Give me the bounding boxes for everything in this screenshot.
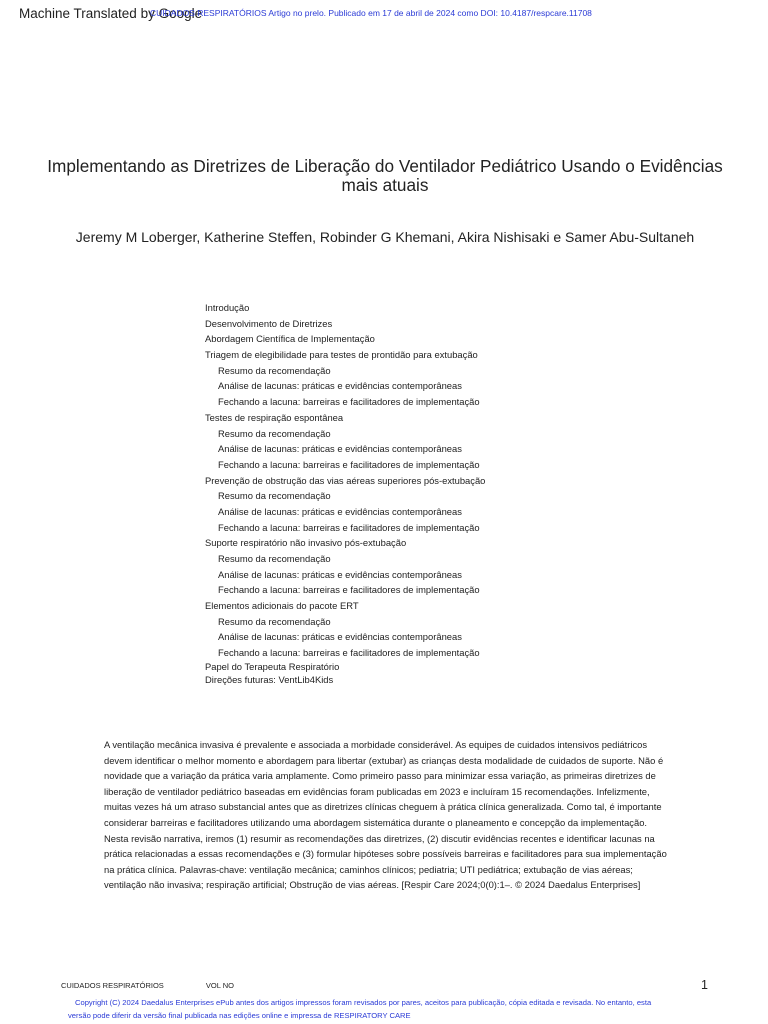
toc-section: Introdução xyxy=(205,302,250,313)
toc-subsection: Análise de lacunas: práticas e evidências contemporâneas xyxy=(218,631,462,643)
toc-section: Triagem de elegibilidade para testes de prontidão para extubação xyxy=(205,349,478,361)
article-title: Implementando as Diretrizes de Liberação do Ventilador Pediátrico Usando o Evidências mais atuais xyxy=(47,156,723,195)
toc-subsection: Resumo da recomendação xyxy=(218,490,331,502)
preprint-notice[interactable]: CUIDADOS RESPIRATÓRIOS Artigo no prelo. Publicado em 17 de abril de 2024 como DOI: 10.4187/respcare.11708 xyxy=(150,8,592,18)
page-number: 1 xyxy=(701,978,708,992)
copyright-notice xyxy=(68,996,708,1022)
toc-subsection: Análise de lacunas: práticas e evidências contemporâneas xyxy=(218,568,462,580)
abstract xyxy=(104,737,669,893)
toc-section: Abordagem Científica de Implementação xyxy=(205,333,375,345)
toc-subsection: Resumo da recomendação xyxy=(218,615,331,627)
toc-section: Direções futuras: VentLib4Kids xyxy=(205,673,334,685)
copyright-line: versão pode diferir da versão final publicada nas edições online e impressa de RESPIRATORY CARE xyxy=(68,1011,411,1020)
abstract-text: A ventilação mecânica invasiva é prevalente e associada a morbidade considerável. As equipes de cuidados intensivos pediátricos devem identificar o melhor momento e abordagem para libertar (extubar) as crianças desta modalidade de cuidados de suporte. Não é novidade que a variação da prática varia amplamente. Como primeiro passo para minimizar essa variação, as primeiras diretrizes de liberação de ventilador pediátrico baseadas em evidências foram publicadas em 2023 e incluíram 15 recomendações. Infelizmente, muitas vezes há um atraso substancial antes que as diretrizes clínicas cheguem à prática clínica generalizada. Como tal, é importante considerar barreiras e facilitadores utilizando uma abordagem sistemática durante o planeamento e concepção da implementação. Nesta revisão narrativa, iremos (1) resumir as recomendações das diretrizes, (2) discutir evidências recentes e identificar lacunas na prática relacionadas a essas recomendações e (3) formular hipóteses sobre possíveis barreiras e facilitadores para sua implementação na prática clínica. Palavras-chave: ventilação mecânica; caminhos clínicos; pediatria; UTI pediátrica; extubação de vias aéreas; ventilação não invasiva; respiração artificial; Obstrução de vias aéreas. [Respir Care 2024;0(0):1–. © 2024 Daedalus Enterprises] xyxy=(104,739,667,891)
machine-translated-label: Machine Translated by Google xyxy=(19,6,203,21)
table-of-contents xyxy=(205,300,645,688)
toc-subsection: Fechando a lacuna: barreiras e facilitadores de implementação xyxy=(218,521,480,533)
toc-subsection: Análise de lacunas: práticas e evidências contemporâneas xyxy=(218,380,462,392)
journal-name: CUIDADOS RESPIRATÓRIOS xyxy=(61,981,164,990)
toc-section: Testes de respiração espontânea xyxy=(205,411,344,423)
toc-subsection: Resumo da recomendação xyxy=(218,553,331,564)
toc-subsection: Fechando a lacuna: barreiras e facilitadores de implementação xyxy=(218,458,480,470)
copyright-line: Copyright (C) 2024 Daedalus Enterprises ePub antes dos artigos impressos foram revisados por pares, aceitos para publicação, cópia editada e revisada. No entanto, esta xyxy=(75,998,652,1007)
toc-subsection: Fechando a lacuna: barreiras e facilitadores de implementação xyxy=(218,584,480,596)
volume-number: VOL NO xyxy=(205,981,234,990)
toc-subsection: Resumo da recomendação xyxy=(218,427,331,439)
toc-section: Elementos adicionais do pacote ERT xyxy=(205,600,359,612)
toc-subsection: Fechando a lacuna: barreiras e facilitadores de implementação xyxy=(218,647,480,659)
page-footer xyxy=(61,981,234,990)
toc-section: Desenvolvimento de Diretrizes xyxy=(205,317,333,329)
toc-subsection: Resumo da recomendação xyxy=(218,364,331,376)
toc-section: Prevenção de obstrução das vias aéreas superiores pós-extubação xyxy=(205,474,486,486)
toc-subsection: Fechando a lacuna: barreiras e facilitadores de implementação xyxy=(218,396,480,408)
toc-subsection: Análise de lacunas: práticas e evidências contemporâneas xyxy=(218,443,462,455)
author-list: Jeremy M Loberger, Katherine Steffen, Robinder G Khemani, Akira Nishisaki e Samer Abu-Sultaneh xyxy=(75,229,695,245)
toc-section: Papel do Terapeuta Respiratório xyxy=(205,660,340,672)
toc-section: Suporte respiratório não invasivo pós-extubação xyxy=(205,537,407,549)
toc-subsection: Análise de lacunas: práticas e evidências contemporâneas xyxy=(218,505,462,517)
